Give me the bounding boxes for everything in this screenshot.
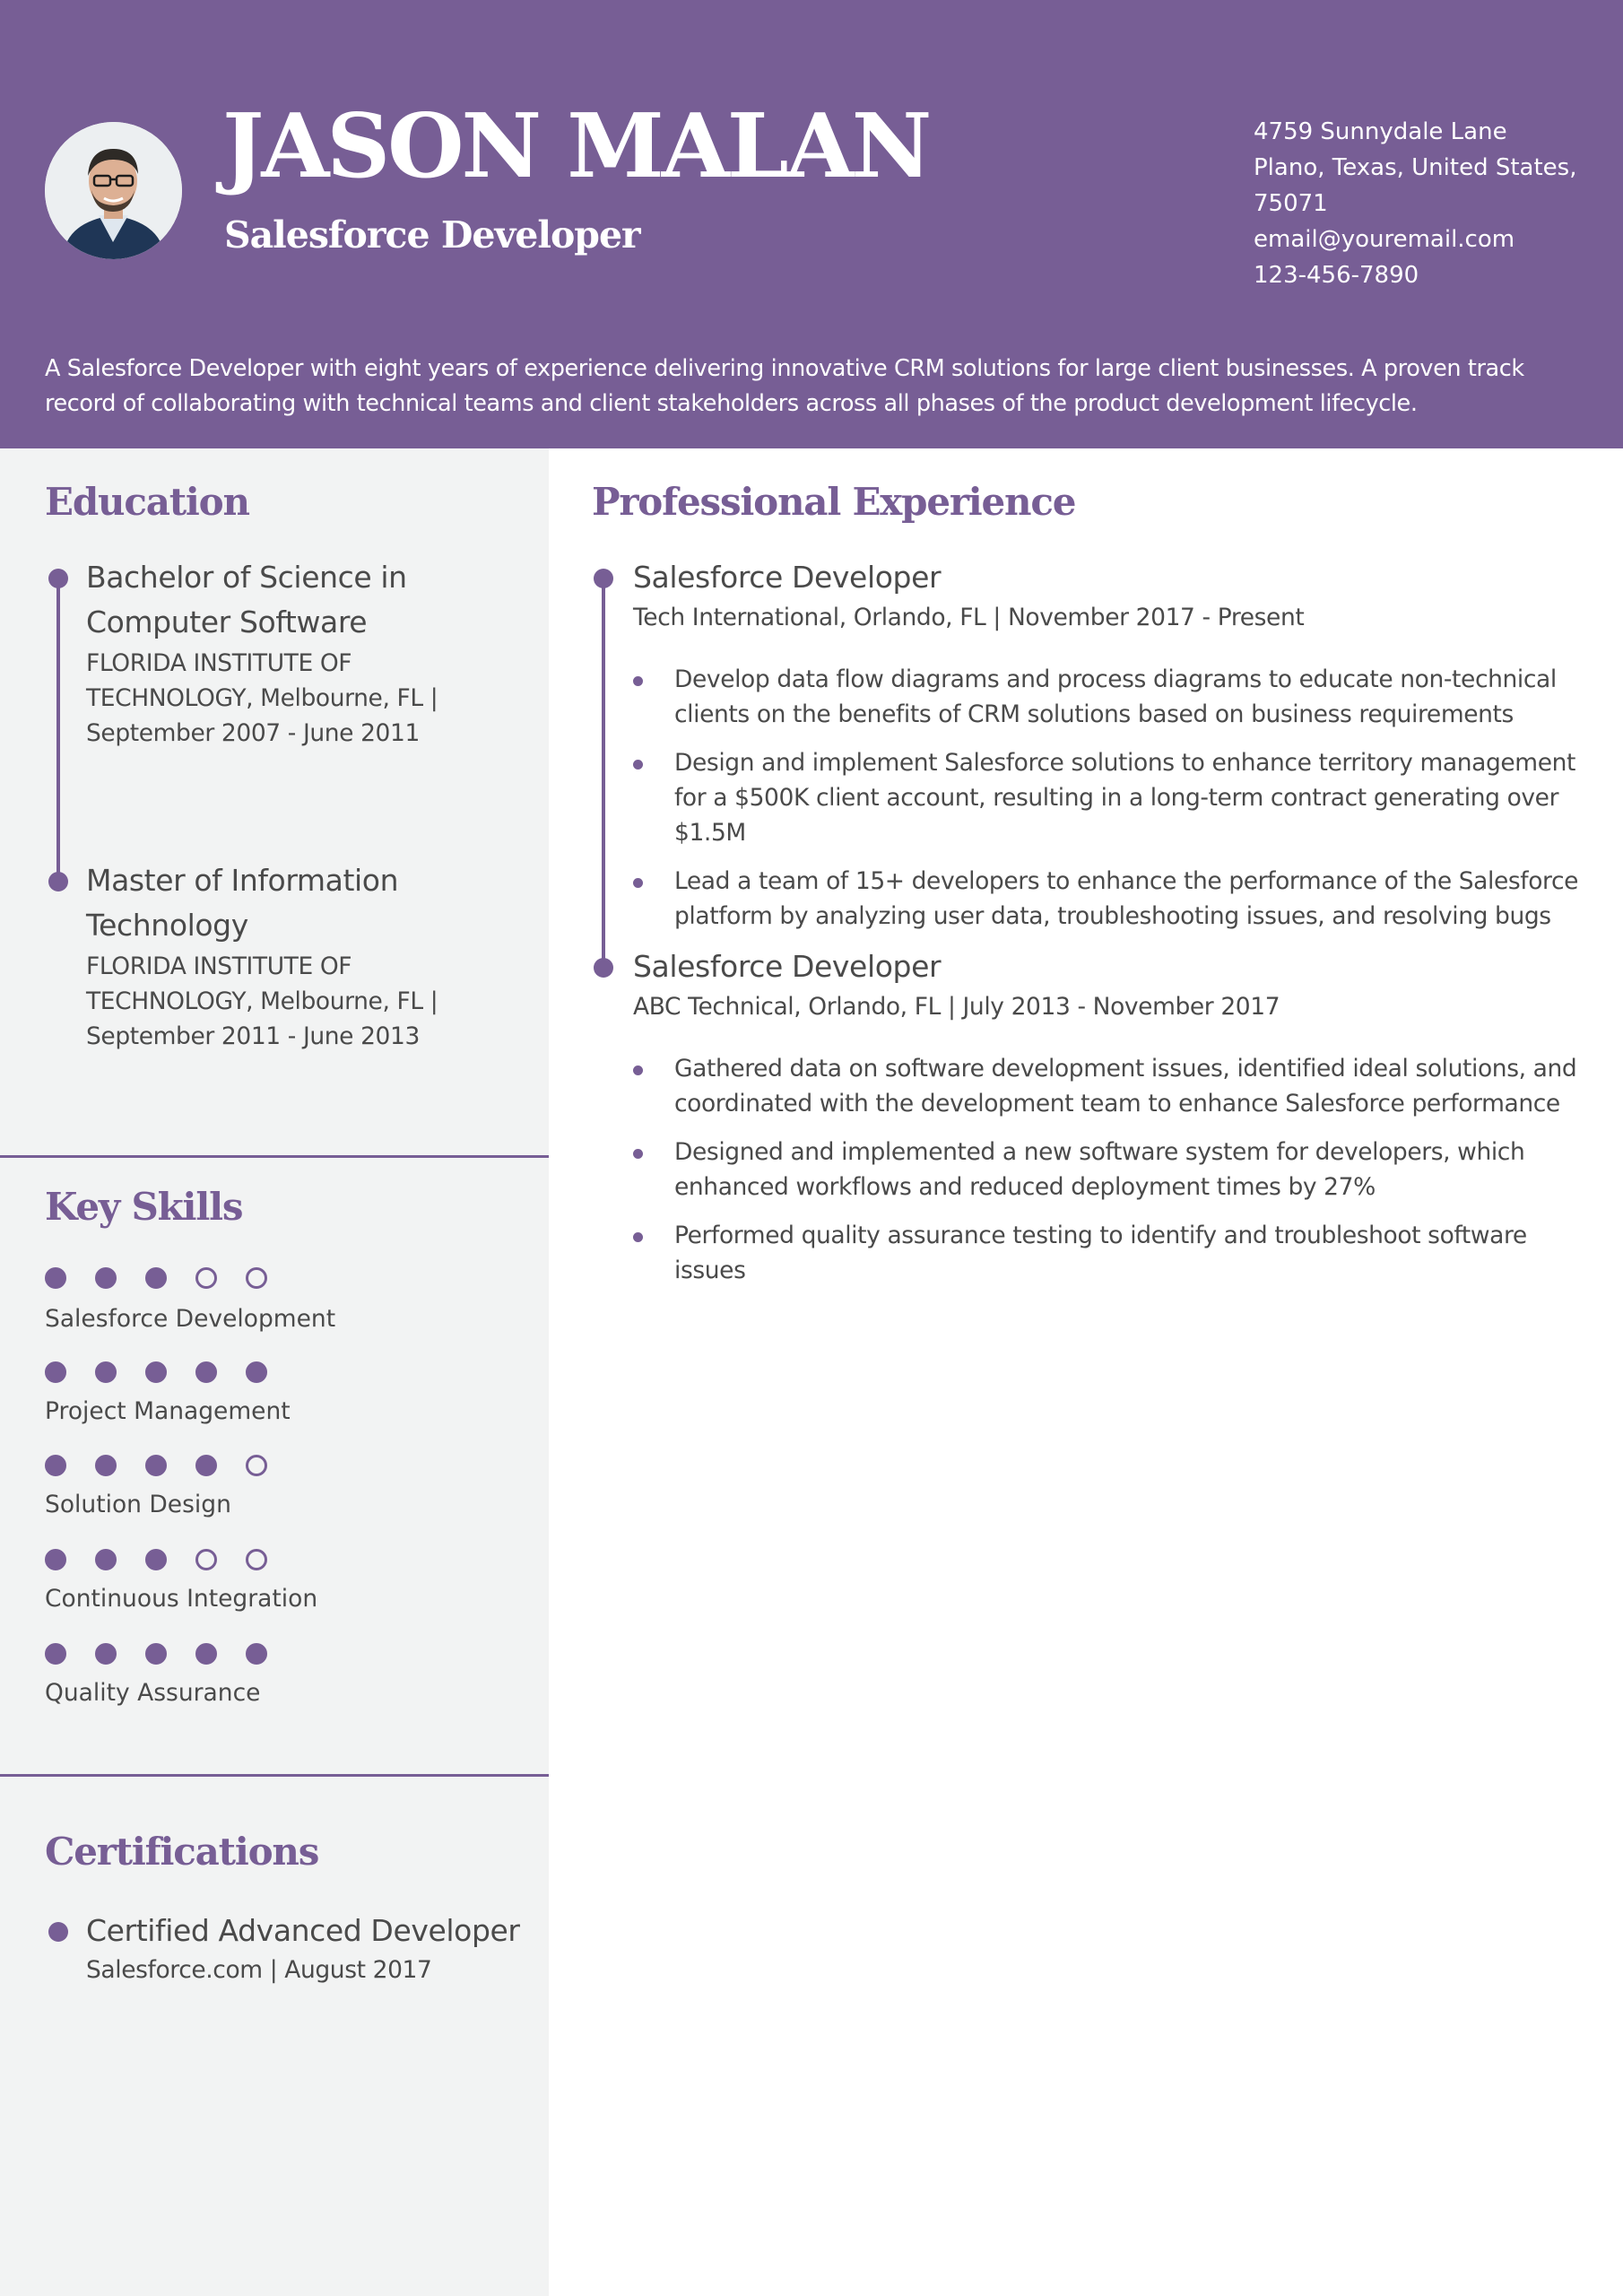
candidate-name: JASON MALAN — [222, 95, 930, 198]
job-bullets — [633, 1051, 1584, 1301]
rating-dot-filled — [145, 1267, 167, 1289]
certification-details: Salesforce.com | August 2017 — [86, 1956, 432, 1984]
profile-photo — [45, 122, 182, 259]
address-line: 4759 Sunnydale Lane — [1254, 118, 1507, 145]
rating-dot-filled — [145, 1361, 167, 1383]
list-item — [633, 1135, 1584, 1205]
rating-dot-empty — [246, 1267, 267, 1289]
rating-dot-filled — [145, 1549, 167, 1570]
rating-dot-empty — [195, 1549, 217, 1570]
bullet-text: Design and implement Salesforce solutions to enhance territory management for a $500K client account, resulting in a long-term contract generating over $1.5M — [674, 749, 1575, 847]
section-divider — [0, 1774, 549, 1777]
rating-dot-filled — [145, 1455, 167, 1476]
bullet-text: Develop data flow diagrams and process diagrams to educate non-technical clients on the benefits of CRM solutions based on business requirements — [674, 665, 1557, 728]
section-divider — [0, 1155, 549, 1158]
list-item — [633, 662, 1584, 732]
skills-heading: Key Skills — [45, 1185, 243, 1229]
skill-name: Quality Assurance — [45, 1679, 261, 1707]
skill-name: Project Management — [45, 1397, 291, 1425]
job-title: Salesforce Developer — [633, 560, 942, 595]
list-item — [633, 745, 1584, 850]
rating-dot-filled — [195, 1455, 217, 1476]
timeline-dot — [48, 872, 68, 891]
job-company: Tech International, Orlando, FL | November 2017 - Present — [633, 604, 1305, 631]
list-item — [633, 1051, 1584, 1121]
rating-dot-filled — [95, 1361, 117, 1383]
rating-dot-filled — [246, 1361, 267, 1383]
experience-heading: Professional Experience — [592, 480, 1076, 524]
education-timeline — [56, 578, 60, 882]
rating-dot-filled — [95, 1549, 117, 1570]
degree-details: FLORIDA INSTITUTE OF TECHNOLOGY, Melbourne, FL | September 2007 - June 2011 — [86, 649, 438, 747]
skill-rating — [45, 1643, 296, 1665]
experience-timeline — [602, 578, 605, 966]
bullet-text: Performed quality assurance testing to identify and troubleshoot software issues — [674, 1222, 1527, 1284]
timeline-dot — [594, 569, 613, 588]
rating-dot-filled — [95, 1455, 117, 1476]
rating-dot-empty — [195, 1267, 217, 1289]
rating-dot-filled — [195, 1643, 217, 1665]
job-company: ABC Technical, Orlando, FL | July 2013 - November 2017 — [633, 993, 1280, 1021]
rating-dot-filled — [45, 1361, 66, 1383]
job-bullets — [633, 662, 1584, 947]
timeline-dot — [48, 569, 68, 588]
list-item — [633, 864, 1584, 934]
degree-details: FLORIDA INSTITUTE OF TECHNOLOGY, Melbourne, FL | September 2011 - June 2013 — [86, 952, 438, 1050]
contact-info — [1254, 114, 1594, 293]
address-line: 75071 — [1254, 190, 1328, 217]
job-title: Salesforce Developer — [224, 213, 640, 257]
phone[interactable]: 123-456-7890 — [1254, 262, 1419, 289]
certification-name: Certified Advanced Developer — [86, 1913, 520, 1948]
rating-dot-filled — [195, 1361, 217, 1383]
header-banner — [0, 0, 1623, 448]
skill-name: Solution Design — [45, 1491, 231, 1518]
rating-dot-filled — [45, 1267, 66, 1289]
bullet-text: Gathered data on software development issues, identified ideal solutions, and coordinated with the development team to enhance Salesforce performance — [674, 1055, 1577, 1118]
rating-dot-filled — [95, 1643, 117, 1665]
degree-title: Bachelor of Science in Computer Software — [86, 560, 407, 639]
rating-dot-filled — [45, 1643, 66, 1665]
rating-dot-filled — [45, 1455, 66, 1476]
timeline-dot — [48, 1922, 68, 1942]
certifications-heading: Certifications — [45, 1830, 319, 1874]
job-title: Salesforce Developer — [633, 949, 942, 984]
timeline-dot — [594, 958, 613, 978]
skill-rating — [45, 1267, 296, 1289]
rating-dot-empty — [246, 1549, 267, 1570]
skill-rating — [45, 1549, 296, 1570]
skill-name: Continuous Integration — [45, 1585, 318, 1613]
skill-rating — [45, 1455, 296, 1476]
rating-dot-empty — [246, 1455, 267, 1476]
avatar — [45, 122, 182, 259]
rating-dot-filled — [246, 1643, 267, 1665]
list-item — [633, 1218, 1584, 1288]
education-heading: Education — [45, 480, 249, 524]
bullet-text: Designed and implemented a new software system for developers, which enhanced workflows and reduced deployment times by 27% — [674, 1138, 1525, 1201]
skill-rating — [45, 1361, 296, 1383]
skill-name: Salesforce Development — [45, 1305, 336, 1333]
rating-dot-filled — [45, 1549, 66, 1570]
rating-dot-filled — [95, 1267, 117, 1289]
degree-title: Master of Information Technology — [86, 863, 399, 943]
rating-dot-filled — [145, 1643, 167, 1665]
bullet-text: Lead a team of 15+ developers to enhance the performance of the Salesforce platform by analyzing user data, troubleshooting issues, and resolving bugs — [674, 867, 1579, 930]
email[interactable]: email@youremail.com — [1254, 226, 1515, 253]
address-line: Plano, Texas, United States, — [1254, 154, 1577, 181]
summary: A Salesforce Developer with eight years of experience delivering innovative CRM solutions for large client businesses. A proven track record of collaborating with technical teams and client stakeholders across all phases of the product development lifecycle. — [45, 355, 1524, 417]
